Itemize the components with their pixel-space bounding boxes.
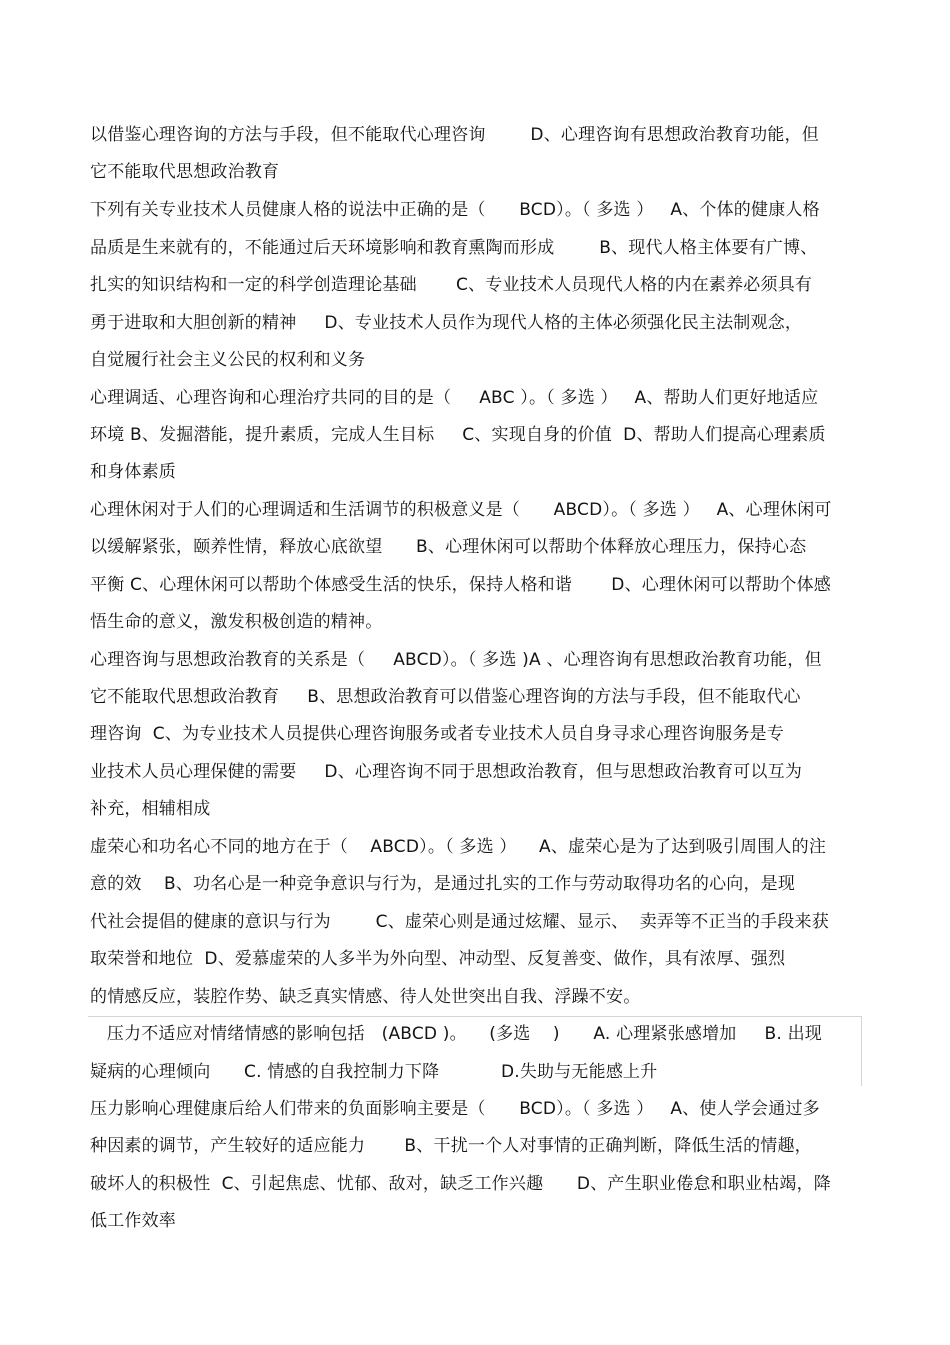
text-line: 心理休闲对于人们的心理调适和生活调节的积极意义是（ ABCD）。（ 多选 ） A、心理休闲可 — [90, 500, 832, 520]
text-line: 疑病的心理倾向 C. 情感的自我控制力下降 D.失助与无能感上升 — [90, 1062, 658, 1082]
text-line: 品质是生来就有的，不能通过后天环境影响和教育熏陶而形成 B、现代人格主体要有广博、 — [90, 238, 818, 258]
text-line: 意的效 B、功名心是一种竞争意识与行为，是通过扎实的工作与劳动取得功名的心向，是现 — [90, 874, 796, 894]
text-line: 心理咨询与思想政治教育的关系是（ ABCD）。（ 多选 )A 、心理咨询有思想政治教育功能，但 — [90, 650, 822, 670]
text-line: 代社会提倡的健康的意识与行为 C、虚荣心则是通过炫耀、显示、 卖弄等不正当的手段来获 — [90, 912, 829, 932]
text-line: 扎实的知识结构和一定的科学创造理论基础 C、专业技术人员现代人格的内在素养必须具有 — [90, 275, 813, 295]
text-line: 低工作效率 — [90, 1211, 176, 1231]
text-line: 理咨询 C、为专业技术人员提供心理咨询服务或者专业技术人员自身寻求心理咨询服务是专 — [90, 724, 785, 744]
text-line: 补充，相辅相成 — [90, 799, 211, 819]
text-line: 以借鉴心理咨询的方法与手段，但不能取代心理咨询 D、心理咨询有思想政治教育功能，但 — [90, 125, 819, 145]
text-line: 压力影响心理健康后给人们带来的负面影响主要是（ BCD）。（ 多选 ） A、使人学会通过多 — [90, 1099, 820, 1119]
text-line: 破坏人的积极性 C、引起焦虑、忧郁、敌对，缺乏工作兴趣 D、产生职业倦怠和职业枯竭，降 — [90, 1174, 831, 1194]
text-line: 业技术人员心理保健的需要 D、心理咨询不同于思想政治教育，但与思想政治教育可以互为 — [90, 762, 803, 782]
text-line: 它不能取代思想政治教育 — [90, 162, 280, 182]
text-line: 和身体素质 — [90, 462, 176, 482]
text-line: 它不能取代思想政治教育 B、思想政治教育可以借鉴心理咨询的方法与手段，但不能取代心 — [90, 687, 801, 707]
text-line: 压力不适应对情绪情感的影响包括 (ABCD )。 (多选 ) A. 心理紧张感增加 B. 出现 — [90, 1024, 822, 1044]
text-line: 悟生命的意义，激发积极创造的精神。 — [90, 612, 383, 632]
text-line: 心理调适、心理咨询和心理治疗共同的目的是（ ABC ）。（ 多选 ） A、帮助人们更好地适应 — [90, 388, 819, 408]
text-line: 环境 B、发掘潜能，提升素质，完成人生目标 C、实现自身的价值 D、帮助人们提高心理素质 — [90, 425, 826, 445]
text-line: 下列有关专业技术人员健康人格的说法中正确的是（ BCD）。（ 多选 ） A、个体的健康人格 — [90, 200, 820, 220]
text-line: 的情感反应，装腔作势、缺乏真实情感、待人处世突出自我、浮躁不安。 — [90, 987, 641, 1007]
text-line: 自觉履行社会主义公民的权利和义务 — [90, 350, 366, 370]
text-line: 取荣誉和地位 D、爱慕虚荣的人多半为外向型、冲动型、反复善变、做作，具有浓厚、强烈 — [90, 949, 786, 969]
text-line: 平衡 C、心理休闲可以帮助个体感受生活的快乐，保持人格和谐 D、心理休闲可以帮助个体感 — [90, 575, 831, 595]
text-line: 种因素的调节，产生较好的适应能力 B、干扰一个人对事情的正确判断，降低生活的情趣， — [90, 1136, 812, 1156]
text-line: 以缓解紧张，颐养性情，释放心底欲望 B、心理休闲可以帮助个体释放心理压力，保持心态 — [90, 537, 807, 557]
text-line: 虚荣心和功名心不同的地方在于（ ABCD）。（ 多选 ） A、虚荣心是为了达到吸引周围人的注 — [90, 837, 827, 857]
text-line: 勇于进取和大胆创新的精神 D、专业技术人员作为现代人格的主体必须强化民主法制观念， — [90, 313, 803, 333]
